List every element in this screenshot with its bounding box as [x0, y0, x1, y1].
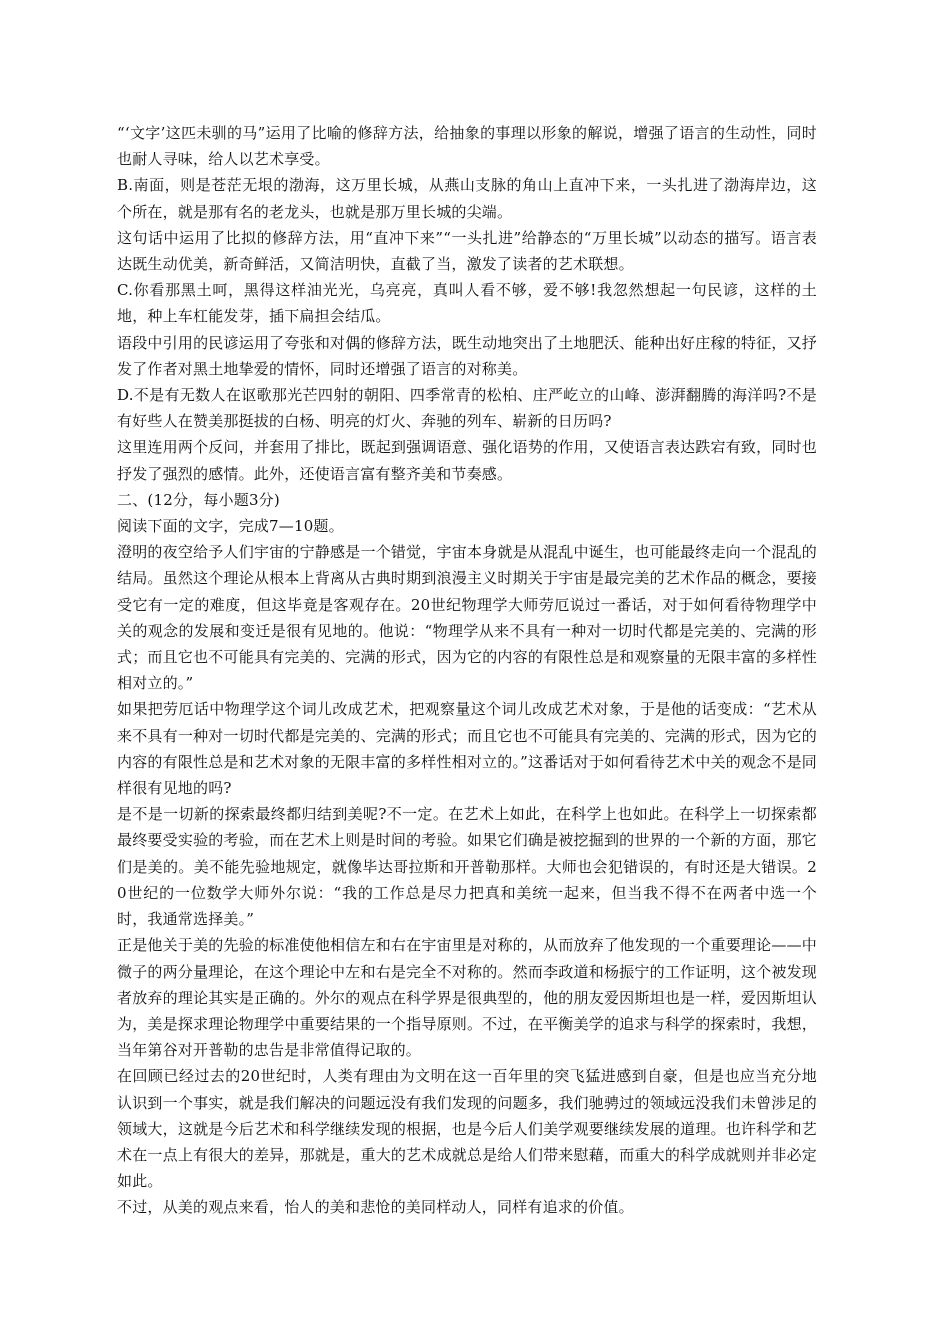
passage-paragraph-6: 不过，从美的观点来看，怡人的美和悲怆的美同样动人，同样有追求的价值。	[117, 1198, 634, 1217]
paragraph-option-d-analysis: 这里连用两个反问，并套用了排比，既起到强调语意、强化语势的作用，又使语言表达跌宕有致，同时也抒发了强烈的感情。此外，还使语言富有整齐美和节奏感。	[117, 438, 817, 483]
paragraph-option-c: C.你看那黑土呵，黑得这样油光光，乌亮亮，真叫人看不够，爱不够!我忽然想起一句民谚，这样的土地，种上车杠能发芽，插下扁担会结瓜。	[117, 281, 817, 326]
section-heading: 二、(12分，每小题3分)	[117, 490, 280, 509]
passage-paragraph-4: 正是他关于美的先验的标准使他相信左和右在宇宙里是对称的，从而放弃了他发现的一个重要理论——中微子的两分量理论，在这个理论中左和右是完全不对称的。然而李政道和杨振宁的工作证明，这个被发现者放弃的理论其实是正确的。外尔的观点在科学界是很典型的，他的朋友爱因斯坦也是一样，爱因斯坦认为，美是探求理论物理学中重要结果的一个指导原则。不过，在平衡美学的追求与科学的探索时，我想，当年第谷对开普勒的忠告是非常值得记取的。	[117, 936, 817, 1060]
paragraph-metaphor-analysis: “‘文字’这匹未驯的马”运用了比喻的修辞方法，给抽象的事理以形象的解说，增强了语言的生动性，同时也耐人寻味，给人以艺术享受。	[117, 124, 817, 169]
paragraph-option-b: B.南面，则是苍茫无垠的渤海，这万里长城，从燕山支脉的角山上直冲下来，一头扎进了渤海岸边，这个所在，就是那有名的老龙头，也就是那万里长城的尖端。	[117, 176, 817, 221]
passage-paragraph-2: 如果把劳厄话中物理学这个词儿改成艺术，把观察量这个词儿改成艺术对象，于是他的话变成：“艺术从来不具有一种对一切时代都是完美的、完满的形式；而且它也不可能具有完美的、完满的形式，因为它的内容的有限性总是和艺术对象的无限丰富的多样性相对立的。”这番话对于如何看待艺术中关的观念不是同样很有见地的吗?	[117, 700, 817, 798]
reading-instruction: 阅读下面的文字，完成7—10题。	[117, 517, 344, 536]
passage-paragraph-3: 是不是一切新的探索最终都归结到美呢?不一定。在艺术上如此，在科学上也如此。在科学上一切探索都最终要受实验的考验，而在艺术上则是时间的考验。如果它们确是被挖掘到的世界的一个新的方面，那它们是美的。美不能先验地规定，就像毕达哥拉斯和开普勒那样。大师也会犯错误的，有时还是大错误。20世纪的一位数学大师外尔说：“我的工作总是尽力把真和美统一起来，但当我不得不在两者中选一个时，我通常选择美。”	[117, 805, 817, 929]
document-page	[117, 120, 817, 1221]
passage-paragraph-5: 在回顾已经过去的20世纪时，人类有理由为文明在这一百年里的突飞猛进感到自豪，但是也应当充分地认识到一个事实，就是我们解决的问题远没有我们发现的问题多，我们驰骋过的领域远没我们未曾涉足的领域大，这就是今后艺术和科学继续发现的根据，也是今后人们美学观要继续发展的道理。也许科学和艺术在一点上有很大的差异，那就是，重大的艺术成就总是给人们带来慰藉，而重大的科学成就则并非必定如此。	[117, 1067, 817, 1191]
paragraph-option-b-analysis: 这句话中运用了比拟的修辞方法，用“直冲下来”“一头扎进”给静态的“万里长城”以动态的描写。语言表达既生动优美，新奇鲜活，又简洁明快，直截了当，激发了读者的艺术联想。	[117, 228, 817, 274]
paragraph-option-c-analysis: 语段中引用的民谚运用了夸张和对偶的修辞方法，既生动地突出了土地肥沃、能种出好庄稼的特征，又抒发了作者对黑土地挚爱的情怀，同时还增强了语言的对称美。	[117, 333, 817, 378]
passage-paragraph-1: 澄明的夜空给予人们宇宙的宁静感是一个错觉，宇宙本身就是从混乱中诞生，也可能最终走向一个混乱的结局。虽然这个理论从根本上背离从古典时期到浪漫主义时期关于宇宙是最完美的艺术作品的概念，要接受它有一定的难度，但这毕竟是客观存在。20世纪物理学大师劳厄说过一番话，对于如何看待物理学中关的观念的发展和变迁是很有见地的。他说：“物理学从来不具有一种对一切时代都是完美的、完满的形式；而且它也不可能具有完美的、完满的形式，因为它的内容的有限性总是和观察量的无限丰富的多样性相对立的。”	[117, 543, 817, 693]
paragraph-option-d: D.不是有无数人在讴歌那光芒四射的朝阳、四季常青的松柏、庄严屹立的山峰、澎湃翻腾的海洋吗?不是有好些人在赞美那挺拔的白杨、明亮的灯火、奔驰的列车、崭新的日历吗?	[117, 386, 817, 431]
